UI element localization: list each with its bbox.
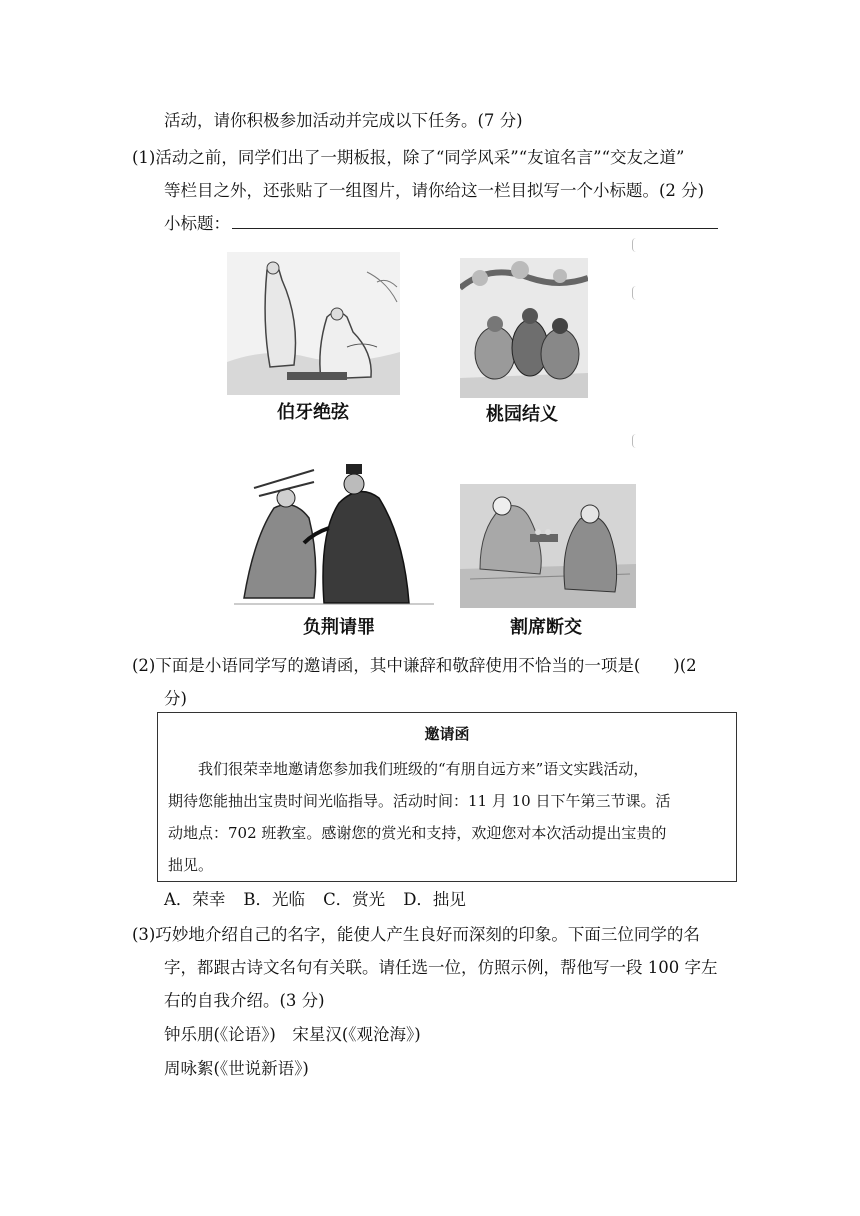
q2-line-1: (2)下面是小语同学写的邀请函，其中谦辞和敬辞使用不恰当的一项是( )(2 (132, 656, 697, 675)
edge-mark (632, 286, 637, 300)
q2-options (164, 889, 484, 911)
subtitle-label: 小标题： (164, 214, 230, 233)
caption-gexi: 割席断交 (510, 617, 582, 638)
letter-line-2: 期待您能抽出宝贵时间光临指导。活动时间：11 月 10 日下午第三节课。活 (168, 792, 671, 810)
option-b[interactable]: B．光临 (243, 890, 306, 909)
cutting-mat-painting-icon (460, 484, 636, 608)
picture-taoyuan (460, 258, 588, 398)
q1-line-2: 等栏目之外，还张贴了一组图片，请你给这一栏目拟写一个小标题。(2 分) (164, 181, 705, 200)
q3-names-line-1: 钟乐朋(《论语》) 宋星汉(《观沧海》) (164, 1025, 421, 1044)
option-c[interactable]: C．赏光 (323, 890, 386, 909)
letter-line-1: 我们很荣幸地邀请您参加我们班级的“有朋自远方来”语文实践活动， (198, 760, 649, 778)
edge-mark (632, 434, 637, 448)
invitation-letter-box (157, 712, 737, 882)
caption-fujing: 负荆请罪 (303, 617, 375, 638)
boya-zither-painting-icon (227, 252, 400, 395)
option-a[interactable]: A．荣幸 (164, 890, 226, 909)
q3-line-2: 字，都跟古诗文名句有关联。请任选一位，仿照示例，帮他写一段 100 字左 (164, 958, 718, 977)
q3-names-line-2: 周咏絮(《世说新语》) (164, 1059, 309, 1078)
edge-mark (632, 238, 637, 252)
letter-line-4: 拙见。 (168, 856, 214, 874)
q2-line-2: 分) (164, 689, 187, 708)
intro-line: 活动，请你积极参加活动并完成以下任务。(7 分) (164, 111, 523, 130)
q1-line-1: (1)活动之前，同学们出了一期板报，除了“同学风采”“友谊名言”“交友之道” (132, 148, 685, 167)
q3-line-1: (3)巧妙地介绍自己的名字，能使人产生良好而深刻的印象。下面三位同学的名 (132, 925, 700, 944)
picture-boya (227, 252, 400, 395)
letter-title: 邀请函 (424, 725, 470, 743)
q1-answer-row (164, 213, 718, 235)
q3-line-3: 右的自我介绍。(3 分) (164, 991, 325, 1010)
letter-line-3: 动地点：702 班教室。感谢您的赏光和支持，欢迎您对本次活动提出宝贵的 (168, 824, 667, 842)
option-d[interactable]: D．拙见 (403, 890, 466, 909)
picture-gexi (460, 484, 636, 608)
peach-garden-oath-painting-icon (460, 258, 588, 398)
caption-boya: 伯牙绝弦 (277, 402, 349, 423)
subtitle-answer-blank[interactable] (232, 213, 718, 229)
picture-fujing (234, 458, 434, 608)
thorns-apology-painting-icon (234, 458, 434, 608)
caption-taoyuan: 桃园结义 (486, 404, 558, 425)
